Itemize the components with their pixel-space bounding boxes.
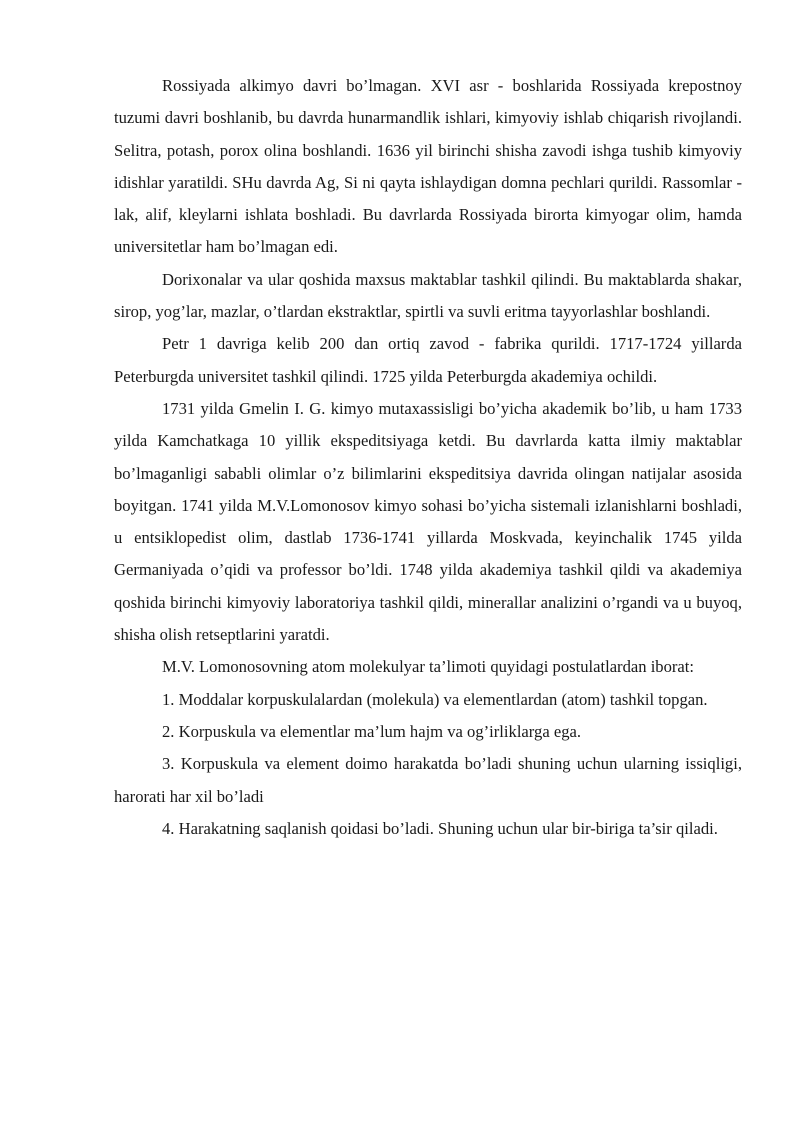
postulate-4: 4. Harakatning saqlanish qoidasi bo’ladi. Shuning uchun ular bir-biriga ta’sir qiladi.: [162, 818, 718, 838]
paragraph-alchemy-in-russia: Rossiyada alkimyo davri bo’lmagan. XVI asr - boshlarida Rossiyada krepostnoy tuzumi davri boshlanib, bu davrda hunarmandlik ishlari, kimyoviy ishlab chiqarish rivojlandi. Selitra, potash, porox olina boshlandi. 1636 yil birinchi shisha zavodi ishga tushib kimyoviy idishlar yaratildi. SHu davrda Ag, Si ni qayta ishlaydigan domna pechlari qurildi. Rassomlar - lak, alif, kleylarni ishlata boshladi. Bu davrlarda Rossiyada birorta kimyogar olim, hamda universitetlar ham bo’lmagan edi.: [114, 76, 742, 257]
document-page: [114, 70, 742, 845]
postulate-1: 1. Moddalar korpuskulalardan (molekula) va elementlardan (atom) tashkil topgan.: [162, 689, 708, 709]
paragraph-gmelin-lomonosov: 1731 yilda Gmelin I. G. kimyo mutaxassisligi bo’yicha akademik bo’lib, u ham 1733 yilda Kamchatkaga 10 yillik ekspeditsiyaga ketdi. Bu davrlarda katta ilmiy maktablar bo’lmaganligi sababli olimlar o’z bilimlarini ekspeditsiya davrida olingan natijalar asosida boyitgan. 1741 yilda M.V.Lomonosov kimyo sohasi bo’yicha sistemali izlanishlarni boshladi, u entsiklopedist olim, dastlab 1736-1741 yillarda Moskvada, keyinchalik 1745 yilda Germaniyada o’qidi va professor bo’ldi. 1748 yilda akademiya tashkil qildi va akademiya qoshida birinchi kimyoviy laboratoriya tashkil qildi, minerallar analizini o’rgandi va u buyoq, shisha olish retseptlarini yaratdi.: [114, 398, 742, 645]
postulate-2: 2. Korpuskula va elementlar ma’lum hajm va og’irliklarga ega.: [162, 721, 582, 741]
paragraph-pharmacies: Dorixonalar va ular qoshida maxsus maktablar tashkil qilindi. Bu maktablarda shakar, sirop, yog’lar, mazlar, o’tlardan ekstraktlar, spirtli va suvli eritma tayyorlashlar boshlandi.: [114, 269, 742, 322]
paragraph-peter-era: Petr 1 davriga kelib 200 dan ortiq zavod - fabrika qurildi. 1717-1724 yillarda Peterburgda universitet tashkil qilindi. 1725 yilda Peterburgda akademiya ochildi.: [114, 334, 742, 386]
paragraph-postulates-intro: M.V. Lomonosovning atom molekulyar ta’limoti quyidagi postulatlardan iborat:: [162, 657, 695, 677]
postulate-3: 3. Korpuskula va element doimo harakatda bo’ladi shuning uchun ularning issiqligi, harorati har xil bo’ladi: [114, 754, 742, 806]
